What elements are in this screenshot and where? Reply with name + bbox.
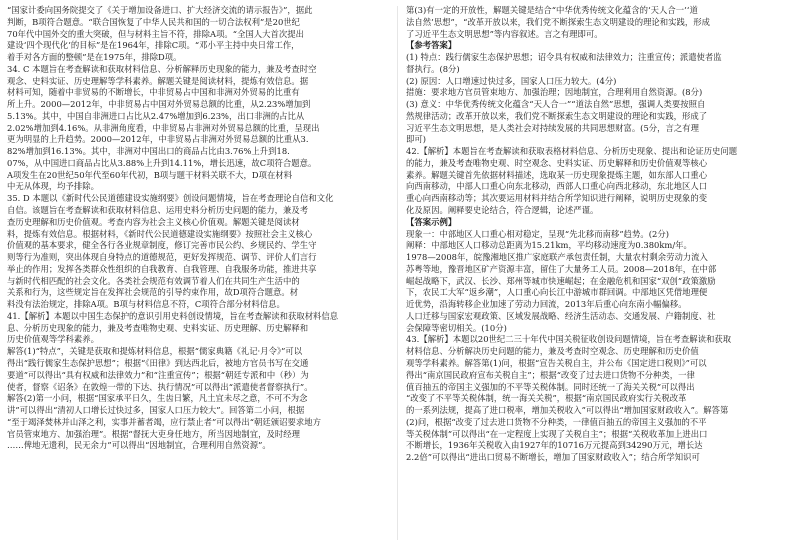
left-column-line: 要道”可以得出“具有权威和法律效力”和“注重宣传”；根据“朝廷专派和中（秒）为 [7,369,309,380]
left-column-line: 解答(1)“特点”，关键是获取和提炼材料信息，根据“儒家典籍《礼记·月令》”可以 [7,346,303,357]
left-column-line: A项发生在20世纪50年代至60年代初，B项与题干材料关联不大，D项在材料 [7,169,293,180]
right-column-line: 崛起战略下，武汉、长沙、郑州等城市快速崛起；在金融危机和国家“双创”政策激励 [406,275,716,286]
right-column-line: 了习近平生态文明思想”等内容叙述。言之有理即可。 [406,28,603,39]
right-column-line: 法自然’思想”，“改革开放以来，我们党不断探索生态文明建设的理论和实践，形成 [406,16,710,27]
left-column-line: 历史价值观等学科素养。 [7,334,100,345]
right-column [406,5,786,543]
right-column-line: 然规律活动；改革开放以来，我们党不断探索生态文明建设的理论和实践，形成了 [406,110,708,121]
right-column-line: 习近平生态文明思想，是人类社会对持续发展的共同思想财富。(5分，言之有理 [406,122,699,133]
right-column-line: 下，农民工大军“返乡潮”，人口重心向长江中游城市群回调。中部地区凭借地理便 [406,287,708,298]
left-column-line: 息、分析历史现象的能力，兼及考查唯物史观、史料实证、历史理解、历史解释和 [7,322,309,333]
right-column-line: 材料信息、分析解决历史问题的能力，兼及考查时空观念、历史理解和历史价值 [406,346,699,357]
right-column-line: 素养。解题关键首先依据材料描述，选取某一历史现象提炼主题，如东部人口重心 [406,169,708,180]
right-column-line: 近优势，沿海转移企业加速了劳动力回流，2013年后重心向东南小幅偏移。 [406,299,687,310]
left-column-line: 70年代中国外交的重大突破，但与材料主旨不符，排除A项。“全国人大首次提出 [7,28,304,39]
right-column-line: 会保障等密切相关。(10分) [406,322,507,333]
right-column-line: 的一系列法规，提高了进口税率，增加关税收入”可以得出“增加国家财政收入”。解答第 [406,405,729,416]
right-column-line: 值百抽五的帝国主义强加的不平等关税体制。同时还统一了海关关税”可以得出 [406,381,695,392]
left-column-line: 建设‘四个现代化’的目标”是在1964年，排除C项。“邓小平主持中央日常工作， [7,40,300,51]
right-column-line: 阐释：中部地区人口移动总距离为15.21km，平均移动速度为0.380km/年。 [406,240,692,251]
right-column-line: 措施：要求地方官员管束地方、加强治理；因地制宜，合理利用自然资源。(8分) [406,87,703,98]
left-column-line: 与新时代相匹配的社会文化。各类社会规范有效调节着人们在共同生产生活中的 [7,275,300,286]
left-column-line: 观念、史料实证、历史理解等学科素养。解题关键是阅读材料，提炼有效信息。据 [7,75,309,86]
left-column-line: 2.02%增加到4.16%。从非洲角度看，中非贸易占非洲对外贸易总额的比重，呈现出 [7,122,320,133]
right-column-line: 【参考答案】 [406,40,457,51]
left-column-line: 更为明显的上升趋势。2000—2012年，中非贸易占非洲对外贸易总额的比重从3. [7,134,309,145]
right-column-line: 得出“南京国民政府宣布关税自主”；根据“改变了过去进口货物不分种类，一律 [406,369,695,380]
right-column-line: “改变了不平等关税体制，统一海关关税”，根据“南京国民政府实行关税改革 [406,393,687,404]
right-column-line: 向西南移动，中部人口重心向东北移动，西部人口重心向西北移动，东北地区人口 [406,181,708,192]
right-column-line: 督执行。(8分) [406,63,460,74]
column-divider [397,6,398,540]
right-column-line: 1978—2008年，皖豫湘地区推广家庭联产承包责任制，大量农村剩余劳动力流入 [406,252,708,263]
left-column-line: 料没有法治规定，排除A项。B项与材料信息不符，C项符合部分材料信息。 [7,299,285,310]
right-column-line: (2) 原因：人口增速过快过多，国家人口压力较大。(4分) [406,75,617,86]
left-column-line: 34. C 本题旨在考查解读和获取材料信息、分析解释历史现象的能力，兼及考查时空 [7,63,317,74]
left-column-line: 判断，B项符合题意。“联合国恢复了中华人民共和国的一切合法权利”是20世纪 [7,16,301,27]
left-column-line: 使者，督察《诏条》在敦煌一带的下达、执行情况”可以得出“派遣使者督察执行”。 [7,381,313,392]
left-column-line: 官员管束地方、加强治理”。根据“督抚大吏身任地方，所当因地制宜，及时经理 [7,428,300,439]
left-column-line: 82%增加到16.13%。其中，非洲对中国出口的商品占比由3.76%上升到18. [7,146,290,157]
right-column-line: (1) 特点：践行儒家生态保护思想；诏令具有权威和法律效力；注重宣传；派遣使者监 [406,52,722,63]
left-column-line: 07%，从中国进口商品占比从3.88%上升到14.11%，增长迅速，故C项符合题意。 [7,157,317,168]
left-column-line: 着手对各方面的整顿”是在1975年，排除D项。 [7,52,182,63]
right-column-line: 现象一：中部地区人口重心相对稳定，呈现“先北移而南移”趋势。(2分) [406,228,669,239]
left-column-line: 解答(2)第一小问，根据“国家承平日久，生齿日繁，凡土宜未尽之意，不可不为念 [7,393,308,404]
left-column-line: 讲”可以得出“清初人口增长过快过多，国家人口压力较大”。回答第二小问，根据 [7,405,305,416]
left-column-line: 所上升。2000—2012年，中非贸易占中国对外贸易总额的比重，从2.23%增加到 [7,99,311,110]
left-column-line: 35. D 本题以《新时代公民道德建设实施纲要》创设问题情境，旨在考查理论自信和文化 [7,193,334,204]
left-column-line: “国家计委向国务院提交了《关于增加设备进口、扩大经济交流的请示报告》”，据此 [7,5,313,15]
left-column-line: 查历史理解和历史价值观。考查内容为社会主义核心价值观。解题关键是阅读材 [7,216,300,227]
right-column-line: 重心向西南移动等；其次要运用材料并结合所学知识进行阐释，说明历史现象的变 [406,193,708,204]
right-column-line: 43.【解析】本题以20世纪二三十年代中国关税征收创设问题情境，旨在考查解读和获取 [406,334,732,345]
left-column-line: 举止的作用；发挥各类群众性组织的自我教育、自我管理、自我服务功能，推进共享 [7,263,317,274]
right-column-line: 即可) [406,134,427,145]
right-column-line: 苏粤等地，豫晋地区矿产资源丰富，留住了大量务工人员。2008—2018年，在中部 [406,263,717,274]
right-column-line: 化及原因。阐释要史论结合，符合逻辑，论述严谨。 [406,205,599,216]
left-column-line: “至于竭泽焚林并山泽之利，实事并蓄者竭，应行禁止者”可以得出“朝廷颁诏要求地方 [7,416,321,427]
left-column-line: 料，提炼有效信息。根据材料，《新时代公民道德建设实施纲要》按照社会主义核心 [7,228,313,239]
left-column-line: 关系和行为，这些规定旨在发挥社会规范的引导约束作用，故D项符合题意。材 [7,287,299,298]
left-column-line: 材料可知，随着中非贸易的不断增长，中非贸易占中国和非洲对外贸易的比重有 [7,87,300,98]
left-column-line: 中无从体现，均予排除。 [7,181,100,192]
left-column-line: 5.13%。其中，中国自非洲进口占比从2.47%增加到6.23%，出口非洲的占比从 [7,110,305,121]
right-column-line: 2.2倍”可以得出“进出口贸易不断增长，增加了国家财政收入”；结合所学知识可 [406,452,700,463]
right-column-line: (3) 意义：中华优秀传统文化蕴含“天人合一”“道法自然”思想，强调人类要按照自 [406,99,706,110]
left-column-line: 则等行为准则，突出体现自身特点的道德规范，更好发挥规范、调节、评价人们言行 [7,252,317,263]
right-column-line: (2)问，根据“改变了过去进口货物不分种类，一律值百抽五的帝国主义强加的不平 [406,416,707,427]
left-column-line: 得出“践行儒家生态保护思想”；根据“《田律》到达西北后，被地方官员书写在交通 [7,357,309,368]
left-column-line: 自信。该题旨在考查解读和获取材料信息、运用史料分析历史问题的能力，兼及考 [7,205,309,216]
right-column-line: 等关税体制”可以得出“在一定程度上实现了关税自主”；根据“关税收革加上进出口 [406,428,708,439]
right-column-line: 42.【解析】本题旨在考查解读和获取表格材料信息、分析历史现象、提出和论证历史问题 [406,146,738,157]
left-column-line: 价值观的基本要求，健全各行各业规章制度，修订完善市民公约、乡规民约、学生守 [7,240,317,251]
right-column-line: 不断增长，1936年关税收入由1927年的10716万元提高到34290万元，增长达 [406,440,703,451]
right-column-line: 观等学科素养。解答第(1)问，根据“宣告关税自主，并公布《国定进口税则》”可以 [406,357,707,368]
right-column-line: 第(3)有一定的开放性，解题关键是结合“中华优秀传统文化蕴含的‘天人合一’‘道 [406,5,698,15]
left-column-line: ……俾地无遗利，民无余力”可以得出“因地制宜，合理利用自然资源”。 [7,440,271,451]
right-column-line: 的能力，兼及考查唯物史观、时空观念、史料实证、历史解释和历史价值观等核心 [406,157,708,168]
right-column-line: 【答案示例】 [406,216,457,227]
left-column [7,5,387,543]
right-column-line: 人口迁移与国家宏观政策、区域发展战略、经济生活动态、交通发展、户籍制度、社 [406,310,716,321]
left-column-line: 41.【解析】本题以中国生态保护的意识引用史料创设情境，旨在考查解读和获取材料信息 [7,310,339,321]
